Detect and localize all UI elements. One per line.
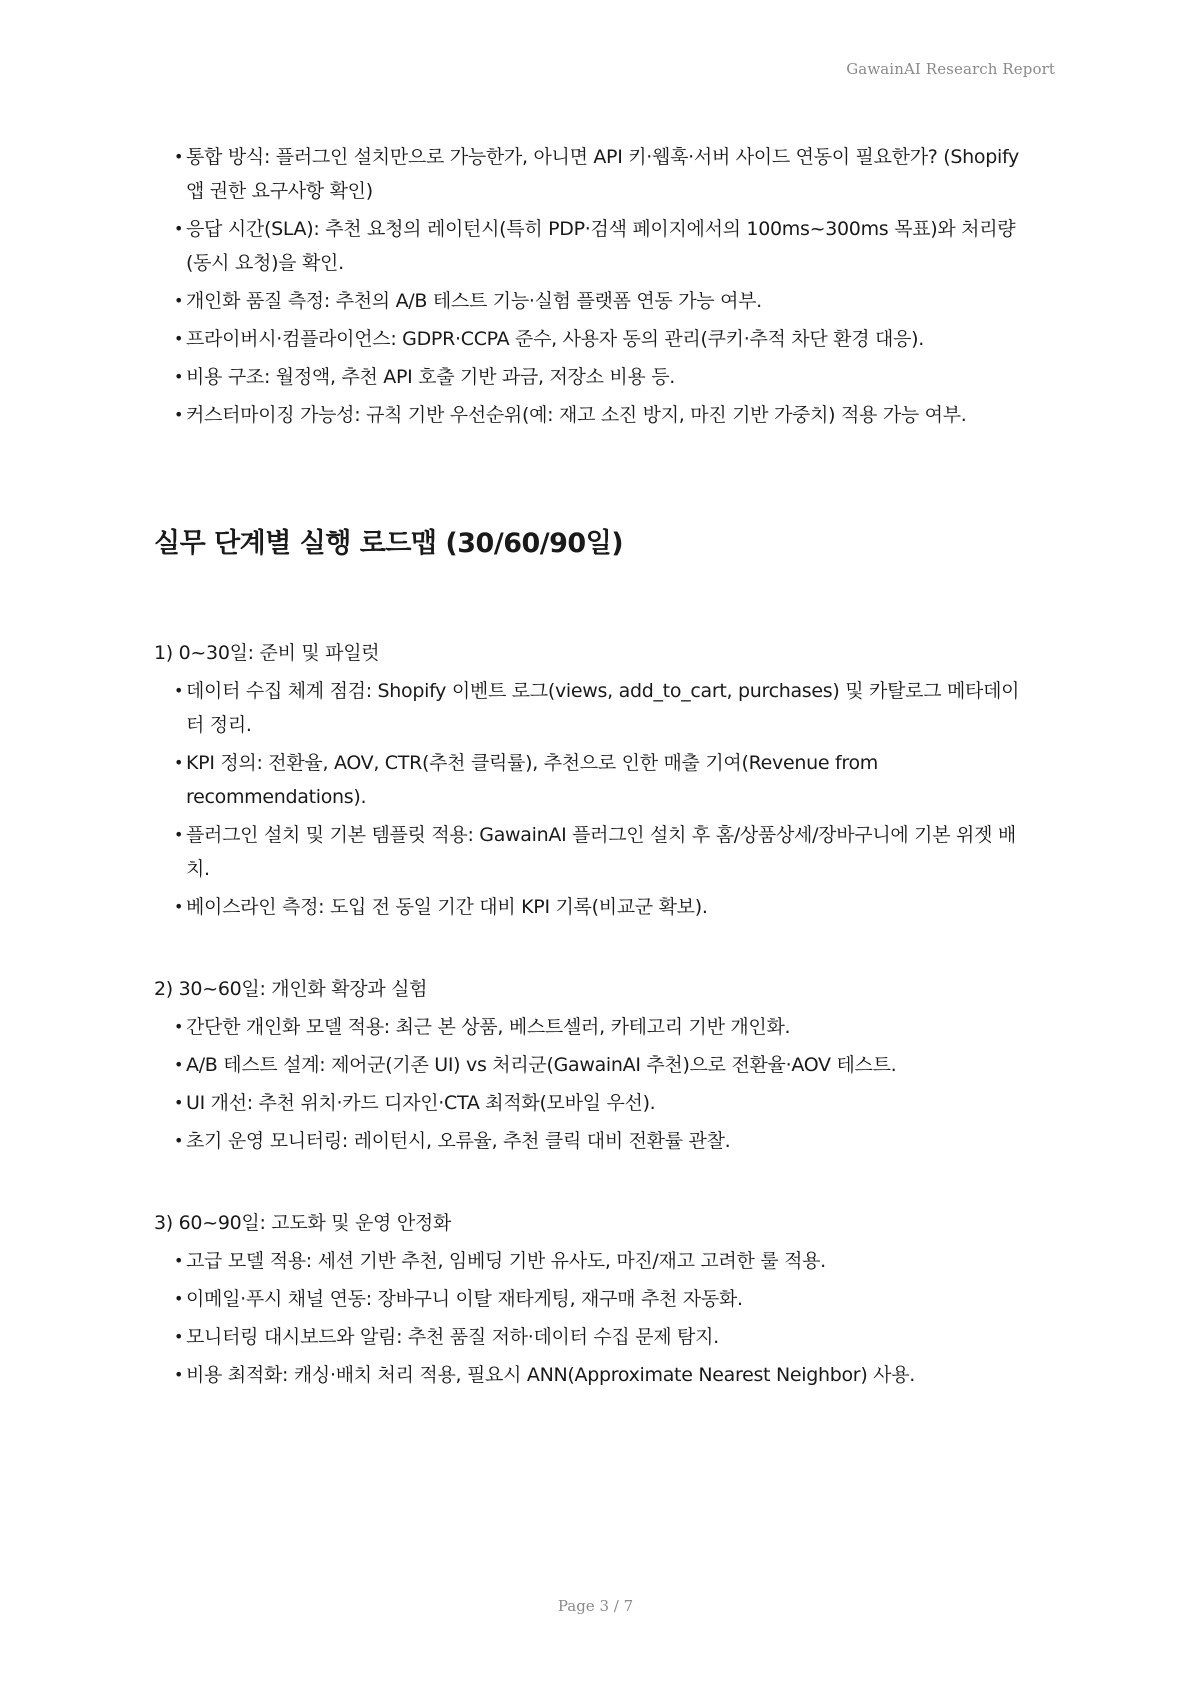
list-item-text: 플러그인 설치 및 기본 템플릿 적용: GawainAI 플러그인 설치 후 홈/상품상세/장바구니에 기본 위젯 배치. <box>186 824 1016 880</box>
list-item-text: 모니터링 대시보드와 알림: 추천 품질 저하·데이터 수집 문제 탐지. <box>186 1326 719 1348</box>
list-item <box>154 284 1034 318</box>
list-item-text: 프라이버시·컴플라이언스: GDPR·CCPA 준수, 사용자 동의 관리(쿠키·추적 차단 환경 대응). <box>186 328 924 350</box>
list-item <box>154 1124 1034 1158</box>
list-item <box>154 1320 1034 1354</box>
bullet-icon: • <box>174 1055 184 1074</box>
bullet-icon: • <box>174 753 184 772</box>
bullet-icon: • <box>174 405 184 424</box>
page-number: Page 3 / 7 <box>557 1597 634 1615</box>
bullet-icon: • <box>174 681 184 700</box>
list-item <box>154 212 1034 280</box>
list-item-text: 통합 방식: 플러그인 설치만으로 가능한가, 아니면 API 키·웹훅·서버 사이드 연동이 필요한가? (Shopify 앱 권한 요구사항 확인) <box>186 146 1019 202</box>
list-item-text: A/B 테스트 설계: 제어군(기존 UI) vs 처리군(GawainAI 추천)으로 전환율·AOV 테스트. <box>186 1054 897 1076</box>
list-item-text: 개인화 품질 측정: 추천의 A/B 테스트 기능·실험 플랫폼 연동 가능 여부. <box>186 290 762 312</box>
list-item <box>154 1244 1034 1278</box>
list-item-text: 비용 구조: 월정액, 추천 API 호출 기반 과금, 저장소 비용 등. <box>186 366 676 388</box>
bullet-icon: • <box>174 147 184 166</box>
list-item <box>154 1048 1034 1082</box>
phase-task-list <box>154 674 1034 924</box>
list-item-text: 응답 시간(SLA): 추천 요청의 레이턴시(특히 PDP·검색 페이지에서의 100ms~300ms 목표)와 처리량(동시 요청)을 확인. <box>186 218 1016 274</box>
bullet-icon: • <box>174 1131 184 1150</box>
list-item <box>154 890 1034 924</box>
list-item <box>154 746 1034 814</box>
list-item-text: 초기 운영 모니터링: 레이턴시, 오류율, 추천 클릭 대비 전환률 관찰. <box>186 1130 731 1152</box>
list-item <box>154 360 1034 394</box>
bullet-icon: • <box>174 1327 184 1346</box>
phase-30-60 <box>154 972 1034 1158</box>
section-heading-roadmap: 실무 단계별 실행 로드맵 (30/60/90일) <box>154 528 624 559</box>
page-content <box>154 140 1034 1396</box>
list-item <box>154 1010 1034 1044</box>
bullet-icon: • <box>174 1251 184 1270</box>
list-item <box>154 818 1034 886</box>
bullet-icon: • <box>174 825 184 844</box>
list-item <box>154 398 1034 432</box>
phase-0-30 <box>154 636 1034 924</box>
bullet-icon: • <box>174 1365 184 1384</box>
phase-task-list <box>154 1244 1034 1392</box>
list-item-text: 고급 모델 적용: 세션 기반 추천, 임베딩 기반 유사도, 마진/재고 고려한 룰 적용. <box>186 1250 826 1272</box>
bullet-icon: • <box>174 1289 184 1308</box>
phase-title: 3) 60~90일: 고도화 및 운영 안정화 <box>154 1212 452 1234</box>
list-item-text: 이메일·푸시 채널 연동: 장바구니 이탈 재타게팅, 재구매 추천 자동화. <box>186 1288 743 1310</box>
evaluation-criteria-list <box>154 140 1034 432</box>
list-item <box>154 1086 1034 1120</box>
bullet-icon: • <box>174 367 184 386</box>
bullet-icon: • <box>174 329 184 348</box>
list-item <box>154 1358 1034 1392</box>
list-item <box>154 322 1034 356</box>
bullet-icon: • <box>174 1093 184 1112</box>
list-item-text: 데이터 수집 체계 점검: Shopify 이벤트 로그(views, add_to_cart, purchases) 및 카탈로그 메타데이터 정리. <box>186 680 1020 736</box>
bullet-icon: • <box>174 897 184 916</box>
phase-title: 1) 0~30일: 준비 및 파일럿 <box>154 642 380 664</box>
list-item-text: 비용 최적화: 캐싱·배치 처리 적용, 필요시 ANN(Approximate Nearest Neighbor) 사용. <box>186 1364 916 1386</box>
phase-task-list <box>154 1010 1034 1158</box>
phase-title: 2) 30~60일: 개인화 확장과 실험 <box>154 978 428 1000</box>
list-item-text: 커스터마이징 가능성: 규칙 기반 우선순위(예: 재고 소진 방지, 마진 기반 가중치) 적용 가능 여부. <box>186 404 967 426</box>
list-item-text: 간단한 개인화 모델 적용: 최근 본 상품, 베스트셀러, 카테고리 기반 개인화. <box>186 1016 791 1038</box>
bullet-icon: • <box>174 219 184 238</box>
bullet-icon: • <box>174 291 184 310</box>
list-item-text: KPI 정의: 전환율, AOV, CTR(추천 클릭률), 추천으로 인한 매출 기여(Revenue from recommendations). <box>186 752 878 808</box>
bullet-icon: • <box>174 1017 184 1036</box>
list-item <box>154 140 1034 208</box>
list-item-text: UI 개선: 추천 위치·카드 디자인·CTA 최적화(모바일 우선). <box>186 1092 656 1114</box>
list-item <box>154 1282 1034 1316</box>
phase-60-90 <box>154 1206 1034 1392</box>
list-item <box>154 674 1034 742</box>
list-item-text: 베이스라인 측정: 도입 전 동일 기간 대비 KPI 기록(비교군 확보). <box>186 896 708 918</box>
running-header: GawainAI Research Report <box>846 60 1055 78</box>
